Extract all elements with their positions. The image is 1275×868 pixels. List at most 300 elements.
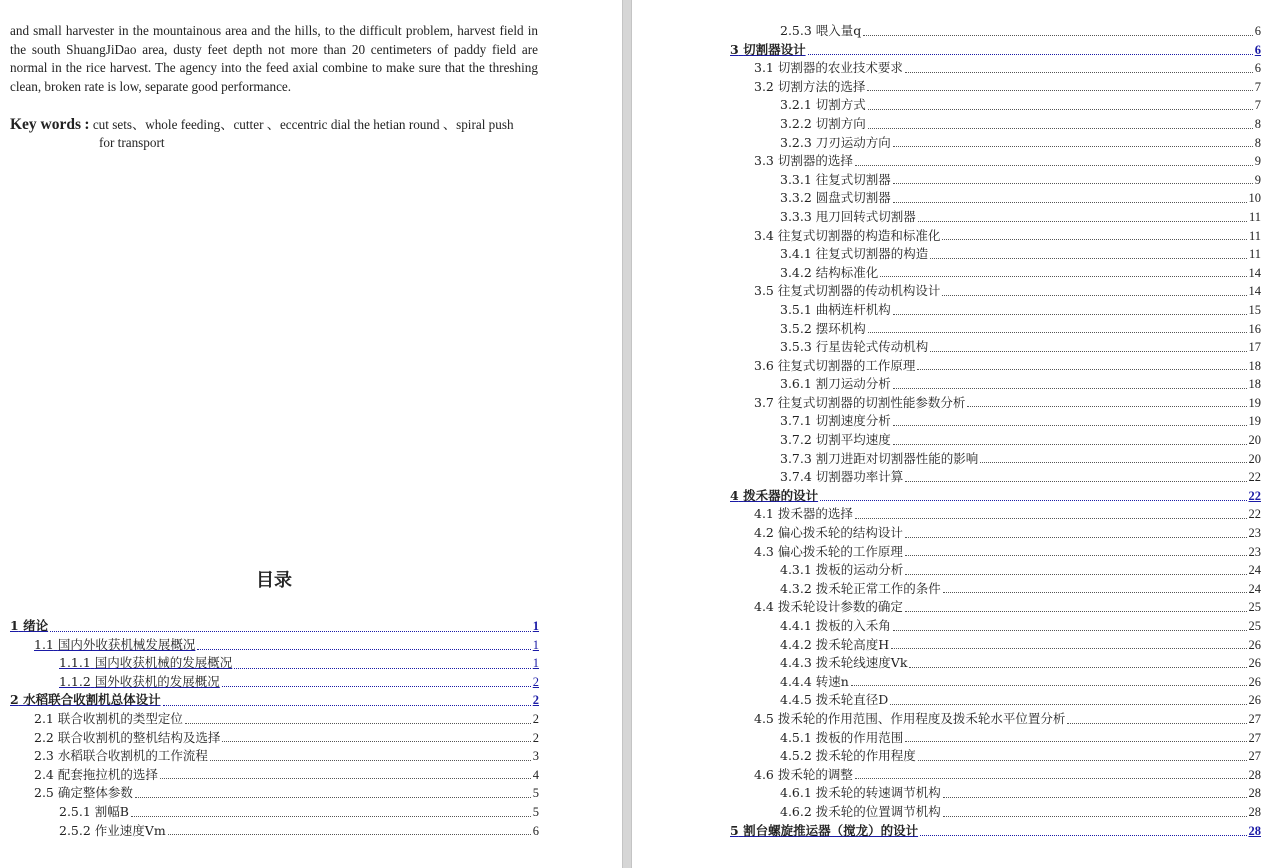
toc-entry — [642, 580, 1261, 599]
toc-entry — [642, 245, 1261, 264]
toc-entry[interactable] — [642, 41, 1261, 60]
toc-entry-number: 3.4.1 — [780, 246, 812, 262]
toc-entry-number: 4.6.1 — [780, 785, 812, 801]
dot-leader — [131, 816, 531, 817]
toc-entry — [642, 598, 1261, 617]
dot-leader — [909, 667, 1246, 668]
toc-entry — [642, 450, 1261, 469]
toc-page-number: 28 — [1248, 786, 1261, 801]
toc-page-number: 28 — [1248, 804, 1261, 819]
toc-entry-title: 联合收割机的类型定位 — [57, 710, 183, 726]
toc-entry-title: 拨禾轮高度H — [815, 636, 890, 652]
toc-entry-number: 1 — [10, 618, 19, 633]
keywords-separator: : — [84, 116, 90, 133]
toc-entry — [642, 171, 1261, 190]
toc-entry-label — [59, 803, 129, 822]
dot-leader — [890, 704, 1246, 705]
keywords-line-2: for transport — [99, 135, 165, 150]
toc-page-number: 6 — [532, 823, 539, 838]
toc-entry-title: 确定整体参数 — [57, 785, 133, 801]
toc-entry-label — [780, 22, 861, 41]
toc-entry-title: 往复式切割器 — [815, 171, 891, 187]
abstract-text: and small harvester in the mountainous area and the hills, to the difficult problem, harvest field in the south ShuangJiDao area, dusty feet depth not more than 20 centimeters of paddy field are normal in the rice harvest. The agency into the feed axial combine to make sure that the threshing clean, broken rate is low, separate good performance. — [10, 23, 538, 94]
dot-leader — [855, 778, 1247, 779]
toc-entry-label — [754, 227, 940, 246]
toc-page-number: 20 — [1248, 451, 1261, 466]
dot-leader — [222, 741, 530, 742]
toc-entry — [642, 784, 1261, 803]
toc-entry-label — [780, 171, 891, 190]
toc-entry[interactable] — [10, 654, 539, 673]
toc-entry-number: 3.3 — [754, 153, 774, 169]
toc-entry-title: 拨禾轮的作用程度 — [815, 748, 916, 764]
toc-entry[interactable] — [642, 487, 1261, 506]
toc-entry-title: 偏心拨禾轮的工作原理 — [777, 543, 903, 559]
toc-entry-number: 2.1 — [34, 710, 54, 726]
dot-leader — [868, 332, 1247, 333]
toc-page-number: 22 — [1248, 470, 1261, 485]
toc-entry-number: 4.3.2 — [780, 580, 812, 596]
dot-leader — [917, 369, 1246, 370]
toc-page-number[interactable]: 2 — [532, 674, 539, 689]
toc-page-number: 23 — [1248, 526, 1261, 541]
toc-entry-title: 切割平均速度 — [815, 432, 891, 448]
right-page — [632, 0, 1275, 868]
toc-page-number: 11 — [1248, 209, 1261, 224]
toc-entry-number: 1.1 — [34, 636, 54, 652]
dot-leader — [893, 202, 1247, 203]
toc-entry — [10, 822, 539, 841]
dot-leader — [868, 128, 1253, 129]
dot-leader — [930, 351, 1246, 352]
toc-entry-number: 4.3 — [754, 543, 774, 559]
toc-entry-number: 3.7.4 — [780, 469, 812, 485]
toc-entry-title: 作业速度Vm — [94, 822, 166, 838]
toc-page-number: 9 — [1254, 172, 1261, 187]
toc-entry-title: 刀刃运动方向 — [815, 134, 891, 150]
toc-page-number: 22 — [1248, 507, 1261, 522]
toc-entry — [642, 189, 1261, 208]
toc-entry-title: 往复式切割器的构造和标准化 — [777, 227, 941, 243]
toc-entry-number: 3.2.1 — [780, 97, 812, 113]
toc-page-number: 16 — [1248, 321, 1261, 336]
dot-leader — [222, 686, 531, 687]
toc-page-number: 25 — [1248, 600, 1261, 615]
toc-entry-label — [34, 729, 220, 748]
toc-entry — [642, 803, 1261, 822]
toc-entry[interactable] — [10, 617, 539, 636]
toc-entry-number: 4.4.3 — [780, 655, 812, 671]
toc-entry-label — [780, 96, 866, 115]
toc-entry-title: 联合收割机的整机结构及选择 — [57, 729, 221, 745]
toc-entry-title: 割台螺旋推运器（搅龙）的设计 — [743, 822, 919, 838]
toc-entry-number: 3.7.2 — [780, 432, 812, 448]
toc-page-number[interactable]: 1 — [532, 656, 539, 671]
toc-entry-label — [780, 784, 941, 803]
dot-leader — [880, 276, 1246, 277]
toc-entry — [642, 617, 1261, 636]
toc-entry-number: 2.5.1 — [59, 803, 91, 819]
toc-page-number: 18 — [1248, 377, 1261, 392]
toc-page-number: 7 — [1254, 98, 1261, 113]
toc-entry-label — [780, 134, 891, 153]
toc-entry-label — [780, 208, 916, 227]
dot-leader — [967, 406, 1246, 407]
toc-entry-number: 2.5 — [34, 785, 54, 801]
toc-entry — [642, 134, 1261, 153]
toc-entry-label — [754, 152, 853, 171]
toc-entry — [642, 338, 1261, 357]
toc-entry-label — [59, 822, 166, 841]
toc-entry-number: 4.4 — [754, 599, 774, 615]
dot-leader — [942, 295, 1246, 296]
toc-entry — [642, 729, 1261, 748]
dot-leader — [918, 760, 1247, 761]
toc-entry-label — [780, 375, 891, 394]
toc-entry-label — [780, 338, 928, 357]
toc-entry-label — [34, 636, 195, 655]
toc-entry-number: 4.6 — [754, 766, 774, 782]
toc-entry-number: 2 — [10, 692, 19, 708]
toc-entry-label — [780, 431, 891, 450]
toc-entry — [10, 747, 539, 766]
toc-entry-title: 拨禾轮的转速调节机构 — [815, 785, 941, 801]
toc-entry-title: 割刀进距对切割器性能的影响 — [815, 450, 979, 466]
toc-page-number: 26 — [1248, 637, 1261, 652]
toc-entry-number: 4.5 — [754, 710, 774, 726]
toc-entry — [642, 747, 1261, 766]
toc-entry-title: 拨禾轮的调整 — [777, 766, 853, 782]
toc-entry-label — [780, 115, 866, 134]
toc-entry-label — [34, 747, 208, 766]
dot-leader — [868, 109, 1253, 110]
toc-entry-label — [780, 264, 878, 283]
toc-entry-number: 3.7.1 — [780, 413, 812, 429]
toc-entry-number: 3.6 — [754, 357, 774, 373]
toc-page-number: 14 — [1248, 265, 1261, 280]
toc-entry — [642, 115, 1261, 134]
toc-page-number: 8 — [1254, 135, 1261, 150]
dot-leader — [863, 35, 1252, 36]
toc-page-number: 5 — [532, 804, 539, 819]
toc-entry-title: 行星齿轮式传动机构 — [815, 339, 929, 355]
toc-entry-label — [754, 505, 853, 524]
toc-page-number: 17 — [1248, 340, 1261, 355]
toc-page-number: 4 — [532, 767, 539, 782]
dot-leader — [893, 630, 1247, 631]
toc-page-number[interactable]: 6 — [1254, 42, 1261, 57]
toc-entry-label — [780, 245, 928, 264]
toc-entry[interactable] — [10, 636, 539, 655]
toc-entry-title: 往复式切割器的工作原理 — [777, 357, 916, 373]
toc-page-number[interactable]: 28 — [1248, 823, 1261, 838]
toc-entry — [642, 431, 1261, 450]
left-page — [0, 0, 622, 868]
dot-leader — [1067, 723, 1246, 724]
toc-entry-title: 往复式切割器的切割性能参数分析 — [777, 394, 966, 410]
toc-entry-label — [754, 543, 903, 562]
dot-leader — [210, 760, 531, 761]
toc-entry — [642, 673, 1261, 692]
toc-entry — [642, 264, 1261, 283]
toc-entry[interactable] — [10, 673, 539, 692]
toc-entry-title: 拨禾轮直径D — [815, 692, 889, 708]
toc-entry-number: 3.2 — [754, 78, 774, 94]
toc-entry-number: 4.4.1 — [780, 618, 812, 633]
toc-entry — [642, 468, 1261, 487]
toc-entry-number: 4 — [730, 487, 739, 503]
keywords-line-1: cut sets、whole feeding、cutter 、eccentric dial the hetian round 、spiral push — [92, 117, 514, 132]
toc-entry-title: 国内外收获机械发展概况 — [57, 636, 196, 652]
toc-entry-label — [754, 78, 865, 97]
toc-entry-title: 拨禾轮正常工作的条件 — [815, 580, 941, 596]
toc-entry-title: 切割器的选择 — [777, 153, 853, 169]
dot-leader — [185, 723, 531, 724]
toc-entry[interactable] — [642, 822, 1261, 841]
toc-entry-label — [754, 357, 915, 376]
toc-entry — [642, 152, 1261, 171]
toc-entry-label — [754, 598, 903, 617]
toc-entry-title: 拨禾轮的作用范围、作用程度及拨禾轮水平位置分析 — [777, 710, 1066, 726]
toc-entry-label — [754, 766, 853, 785]
dot-leader — [855, 518, 1247, 519]
toc-entry-label — [780, 803, 941, 822]
dot-leader — [905, 574, 1246, 575]
toc-entry-label — [34, 710, 183, 729]
toc-entry-title: 结构标准化 — [815, 264, 879, 280]
toc-entry-label — [780, 561, 903, 580]
toc-title: 目录 — [256, 570, 292, 591]
toc-page-number: 14 — [1248, 284, 1261, 299]
toc-entry — [642, 227, 1261, 246]
toc-entry-label — [780, 691, 888, 710]
dot-leader — [867, 90, 1252, 91]
toc-page-number: 19 — [1248, 395, 1261, 410]
dot-leader — [893, 314, 1247, 315]
dot-leader — [905, 611, 1247, 612]
toc-entry-number: 3.2.3 — [780, 134, 812, 150]
toc-entry-title: 偏心拨禾轮的结构设计 — [777, 525, 903, 541]
dot-leader — [808, 54, 1253, 55]
dot-leader — [905, 741, 1246, 742]
toc-entry-label — [59, 673, 220, 692]
toc-entry — [642, 412, 1261, 431]
toc-page-number: 8 — [1254, 116, 1261, 131]
keywords-label: Key words — [10, 116, 82, 133]
toc-entry-title: 切割器设计 — [743, 41, 806, 57]
toc-entry-title: 拨禾轮的位置调节机构 — [815, 803, 941, 819]
toc-entry-label — [780, 468, 903, 487]
toc-entry-title: 国内收获机械的发展概况 — [94, 655, 233, 671]
toc-page-number[interactable]: 1 — [532, 619, 539, 633]
toc-entry — [642, 561, 1261, 580]
toc-entry-title: 切割器功率计算 — [815, 469, 904, 485]
toc-entry-label — [730, 822, 918, 841]
toc-entry-title: 国外收获机的发展概况 — [94, 673, 220, 689]
toc-entry-title: 切割方式 — [815, 97, 866, 113]
toc-entry — [642, 282, 1261, 301]
toc-entry-number: 4.4.5 — [780, 692, 812, 708]
toc-entry — [642, 59, 1261, 78]
toc-entry-title: 绪论 — [23, 618, 49, 633]
toc-entry-label — [780, 580, 941, 599]
toc-page-number: 25 — [1248, 619, 1261, 633]
toc-entry-number: 3.1 — [754, 60, 774, 76]
toc-entry — [642, 543, 1261, 562]
toc-entry — [10, 710, 539, 729]
toc-entry-number: 4.4.4 — [780, 673, 812, 689]
dot-leader — [980, 462, 1246, 463]
toc-entry-title: 拨板的作用范围 — [815, 729, 904, 745]
toc-entry-number: 2.5.2 — [59, 822, 91, 838]
toc-entry-label — [780, 450, 978, 469]
toc-entry-number: 3.5.1 — [780, 301, 812, 317]
toc-entry-number: 3.5.2 — [780, 320, 812, 336]
toc-entry-label — [780, 617, 891, 636]
dot-leader — [891, 648, 1246, 649]
toc-entry-label — [754, 59, 903, 78]
toc-entry — [642, 505, 1261, 524]
dot-leader — [851, 685, 1247, 686]
dot-leader — [943, 592, 1247, 593]
toc-entry-label — [780, 673, 849, 692]
dot-leader — [918, 221, 1247, 222]
toc-entry-number: 3.5.3 — [780, 339, 812, 355]
toc-entry-number: 2.5.3 — [780, 23, 812, 38]
toc-page-number: 27 — [1248, 711, 1261, 726]
toc-entry-label — [780, 301, 891, 320]
toc-page-number: 19 — [1248, 414, 1261, 429]
page-gutter — [622, 0, 632, 868]
dot-leader — [135, 797, 531, 798]
toc-entry-title: 拨板的入禾角 — [815, 618, 891, 633]
toc-page-number: 11 — [1248, 228, 1261, 243]
toc-page-number: 10 — [1248, 191, 1261, 206]
toc-page-number: 6 — [1254, 61, 1261, 76]
toc-entry-label — [59, 654, 232, 673]
toc-entry-number: 2.4 — [34, 766, 54, 782]
toc-entry-title: 转速n — [815, 673, 849, 689]
toc-page-number: 26 — [1248, 674, 1261, 689]
toc-page-number: 27 — [1248, 749, 1261, 764]
toc-entry-label — [34, 766, 158, 785]
toc-entry — [642, 636, 1261, 655]
toc-entry-number: 5 — [730, 822, 739, 838]
toc-entry-label — [780, 189, 891, 208]
toc-page-number: 18 — [1248, 358, 1261, 373]
dot-leader — [930, 258, 1247, 259]
toc-entry-title: 喂入量q — [815, 23, 862, 38]
toc-entry-title: 曲柄连杆机构 — [815, 301, 891, 317]
toc-page-number[interactable]: 1 — [532, 637, 539, 652]
toc-entry-label — [754, 394, 965, 413]
toc-entry-label — [780, 729, 903, 748]
dot-leader — [905, 555, 1247, 556]
dot-leader — [920, 835, 1246, 836]
toc-page-number: 2 — [532, 711, 539, 726]
toc-page-number: 11 — [1248, 247, 1261, 262]
dot-leader — [893, 425, 1247, 426]
dot-leader — [943, 797, 1247, 798]
toc-entry-number: 3.7 — [754, 394, 774, 410]
toc-entry-title: 切割方法的选择 — [777, 78, 866, 94]
toc-page-number: 15 — [1248, 302, 1261, 317]
toc-entry[interactable] — [10, 691, 539, 710]
toc-page-number: 24 — [1248, 581, 1261, 596]
toc-page-number: 23 — [1248, 544, 1261, 559]
toc-entry — [642, 208, 1261, 227]
toc-entry-title: 切割器的农业技术要求 — [777, 60, 903, 76]
toc-entry-number: 4.6.2 — [780, 803, 812, 819]
toc-entry-label — [780, 636, 889, 655]
toc-entry-number: 2.2 — [34, 729, 54, 745]
toc-page-number: 2 — [532, 730, 539, 745]
toc-entry — [642, 691, 1261, 710]
dot-leader — [197, 649, 530, 650]
toc-entry-title: 水稻联合收割机总体设计 — [23, 692, 161, 708]
toc-entry-label — [754, 710, 1065, 729]
toc-entry-label — [730, 487, 818, 506]
toc-entry-title: 拨禾器的选择 — [777, 506, 853, 522]
toc-page-number: 28 — [1248, 767, 1261, 782]
toc-entry — [642, 394, 1261, 413]
dot-leader — [942, 239, 1247, 240]
toc-page-number: 5 — [532, 786, 539, 801]
toc-page-number: 3 — [532, 749, 539, 764]
dot-leader — [893, 146, 1253, 147]
toc-entry-number: 2.3 — [34, 748, 54, 764]
toc-entry-title: 拨禾器的设计 — [743, 487, 819, 503]
toc-page-number[interactable]: 22 — [1248, 488, 1261, 503]
toc-page-number: 9 — [1254, 154, 1261, 169]
toc-entry — [10, 803, 539, 822]
toc-entry-title: 切割速度分析 — [815, 413, 891, 429]
toc-entry-number: 4.2 — [754, 525, 774, 541]
dot-leader — [943, 816, 1247, 817]
toc-entry — [10, 784, 539, 803]
toc-entry-number: 3.2.2 — [780, 115, 812, 131]
toc-entry — [642, 78, 1261, 97]
toc-entry-number: 1.1.2 — [59, 673, 91, 689]
toc-page-number[interactable]: 2 — [532, 693, 539, 708]
toc-entry-number: 3.5 — [754, 283, 774, 299]
toc-entry-number: 3.3.3 — [780, 208, 812, 224]
toc-entry — [642, 357, 1261, 376]
toc-entry-label — [754, 524, 903, 543]
toc-entry — [642, 654, 1261, 673]
toc-entry-number: 3.7.3 — [780, 450, 812, 466]
toc-entry-title: 往复式切割器的构造 — [815, 246, 929, 262]
dot-leader — [893, 183, 1253, 184]
toc-entry — [10, 766, 539, 785]
toc-entry-title: 切割方向 — [815, 115, 866, 131]
toc-entry-title: 圆盘式切割器 — [815, 190, 891, 206]
toc-entry-title: 拨禾轮线速度Vk — [815, 655, 908, 671]
toc-entry-title: 割幅B — [94, 803, 129, 819]
toc-entry — [642, 96, 1261, 115]
toc-entry-label — [10, 691, 161, 710]
dot-leader — [855, 165, 1253, 166]
toc-entry — [642, 524, 1261, 543]
toc-page-number: 6 — [1254, 24, 1261, 38]
toc-entry-number: 4.4.2 — [780, 636, 812, 652]
toc-entry-title: 割刀运动分析 — [815, 376, 891, 392]
toc-page-number: 27 — [1248, 730, 1261, 745]
dot-leader — [160, 778, 531, 779]
toc-entry-number: 4.5.1 — [780, 729, 812, 745]
toc-entry-number: 3.6.1 — [780, 376, 812, 392]
toc-entry-number: 3.4.2 — [780, 264, 812, 280]
